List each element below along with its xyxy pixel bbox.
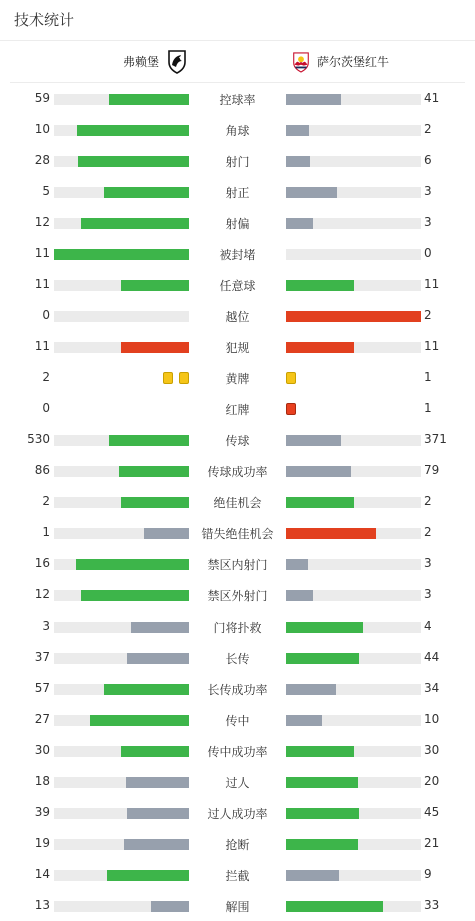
away-stat-value: 34 [424,680,440,695]
home-stat-value: 59 [34,91,50,105]
away-stat-value: 45 [424,804,440,819]
stat-row [0,83,475,114]
away-bar-fill [286,125,309,136]
home-bar-fill [144,528,189,539]
away-bar-track [286,280,421,291]
stat-row [0,331,475,362]
home-bar-fill [81,218,189,229]
away-stat-value: 10 [424,711,440,726]
stat-label: 传中 [225,713,250,728]
home-bar-track [54,218,189,229]
stat-row [0,766,475,797]
away-stat-value: 21 [424,835,440,850]
stats-list [0,83,475,921]
away-bar-fill [286,497,354,508]
away-bar-track [286,777,421,788]
stat-label: 禁区内射门 [207,558,268,573]
away-bar-fill [286,466,351,477]
stat-row [0,735,475,766]
home-stat-value: 11 [34,339,50,354]
stat-label: 长传成功率 [207,682,268,697]
away-bar-track [286,311,421,322]
away-bar-track [286,808,421,819]
away-bar-fill [286,156,310,167]
away-bar-track [286,187,421,198]
away-stat-value: 30 [424,742,440,757]
home-team[interactable] [123,41,187,82]
stat-row [0,269,475,300]
away-stat-value: 11 [424,339,440,354]
away-bar-fill [286,622,363,633]
home-stat-value: 11 [34,277,50,292]
stat-label: 抢断 [225,837,250,852]
away-stat-value: 20 [424,773,440,788]
away-stat-value: 3 [424,556,432,571]
stat-row [0,579,475,610]
stat-row [0,362,475,393]
away-stat-value: 371 [424,432,447,447]
stat-row [0,300,475,331]
away-bar-track [286,466,421,477]
home-stat-value: 13 [34,897,50,912]
away-bar-track [286,497,421,508]
away-bar-track [286,622,421,633]
home-bar-track [54,715,189,726]
home-stat-value: 18 [34,773,50,788]
home-stat-value: 2 [42,370,50,385]
home-bar-track [54,746,189,757]
home-stat-value: 11 [34,246,50,261]
stat-row [0,145,475,176]
stat-row [0,642,475,673]
stat-row [0,673,475,704]
away-bar-fill [286,777,358,788]
home-bar-fill [126,777,189,788]
stat-label: 传中成功率 [207,744,268,759]
away-bar-track [286,156,421,167]
stat-label: 控球率 [219,93,256,107]
away-stat-value: 6 [424,153,432,168]
away-stat-value: 3 [424,215,432,230]
home-bar-track [54,528,189,539]
home-bar-fill [119,466,189,477]
home-bar-fill [90,715,189,726]
away-bar-fill [286,746,354,757]
home-stat-value: 27 [34,711,50,726]
home-bar-fill [121,280,189,291]
away-stat-value: 2 [424,494,432,509]
away-stat-value: 1 [424,370,432,385]
home-stat-value: 10 [34,122,50,137]
home-bar-fill [121,342,189,353]
home-stat-value: 39 [34,804,50,819]
stat-row [0,890,475,921]
stat-row [0,704,475,735]
stat-label: 被封堵 [219,248,256,263]
home-bar-track [54,342,189,353]
away-bar-fill [286,435,341,446]
stat-label: 错失绝佳机会 [201,527,274,542]
away-team-name: 萨尔茨堡红牛 [317,55,390,69]
home-bar-fill [77,125,189,136]
home-bar-fill [107,870,189,881]
away-bar-track [286,746,421,757]
home-bar-fill [109,435,189,446]
home-team-name: 弗赖堡 [122,55,159,69]
away-bar-track [286,684,421,695]
away-bar-track [286,839,421,850]
away-stat-value: 0 [424,246,432,261]
home-stat-value: 30 [34,742,50,757]
away-bar-fill [286,808,359,819]
home-bar-track [54,466,189,477]
away-bar-fill [286,715,322,726]
home-bar-track [54,684,189,695]
away-bar-track [286,528,421,539]
home-bar-track [54,839,189,850]
away-bar-track [286,125,421,136]
away-stat-value: 1 [424,401,432,416]
stat-label: 黄牌 [225,372,250,387]
home-bar-track [54,777,189,788]
away-cards [286,372,296,384]
away-stat-value: 2 [424,122,432,137]
home-bar-track [54,125,189,136]
away-stat-value: 3 [424,587,432,602]
stat-label: 传球 [225,434,250,449]
away-bar-fill [286,590,313,601]
home-bar-fill [81,590,189,601]
stat-label: 长传 [225,651,250,666]
away-bar-fill [286,528,376,539]
home-bar-fill [76,559,189,570]
away-bar-fill [286,311,421,322]
stat-label: 任意球 [219,279,256,294]
stat-label: 角球 [225,124,250,139]
home-bar-track [54,622,189,633]
stat-label: 门将扑救 [213,620,262,635]
teams-header [10,41,465,83]
home-stat-value: 3 [42,618,50,633]
away-bar-fill [286,218,313,229]
away-bar-track [286,901,421,912]
away-team[interactable] [291,41,389,82]
stat-label: 绝佳机会 [213,496,262,511]
home-stat-value: 86 [34,463,50,478]
away-bar-fill [286,870,339,881]
home-stat-value: 12 [34,215,50,230]
home-stat-value: 1 [42,525,50,540]
away-bar-fill [286,280,354,291]
away-bar-track [286,218,421,229]
home-bar-track [54,249,189,260]
home-stat-value: 57 [34,680,50,695]
home-bar-track [54,435,189,446]
home-bar-fill [124,839,189,850]
away-bar-track [286,590,421,601]
away-bar-track [286,559,421,570]
away-bar-fill [286,653,359,664]
stat-label: 红牌 [225,403,250,418]
away-stat-value: 3 [424,184,432,199]
stat-row [0,797,475,828]
stat-label: 传球成功率 [207,465,268,480]
salzburg-logo-icon [291,50,311,74]
stat-row [0,114,475,145]
away-bar-track [286,94,421,105]
home-stat-value: 16 [34,556,50,571]
away-bar-track [286,870,421,881]
stat-label: 越位 [225,310,250,325]
stat-label: 射门 [225,155,250,170]
home-bar-track [54,280,189,291]
stat-label: 射正 [225,186,250,201]
home-stat-value: 530 [27,432,50,447]
home-bar-fill [109,94,189,105]
home-bar-track [54,559,189,570]
home-bar-track [54,187,189,198]
home-bar-fill [151,901,189,912]
stat-row [0,517,475,548]
yellow-card-icon [179,372,189,384]
home-bar-track [54,901,189,912]
stat-label: 禁区外射门 [207,589,268,604]
home-stat-value: 5 [42,184,50,199]
home-stat-value: 12 [34,587,50,602]
home-bar-fill [78,156,189,167]
away-stat-value: 2 [424,525,432,540]
page-title: 技术统计 [0,0,475,41]
home-bar-track [54,590,189,601]
home-bar-fill [127,808,189,819]
away-bar-fill [286,901,383,912]
away-bar-fill [286,342,354,353]
away-stat-value: 9 [424,866,432,881]
home-bar-track [54,311,189,322]
home-stat-value: 19 [34,835,50,850]
home-bar-fill [121,497,189,508]
away-stat-value: 2 [424,308,432,323]
away-bar-track [286,435,421,446]
away-bar-track [286,653,421,664]
stat-label: 过人成功率 [207,806,268,821]
away-stat-value: 79 [424,463,440,478]
away-stat-value: 11 [424,277,440,292]
home-bar-track [54,870,189,881]
home-bar-fill [131,622,189,633]
stat-row [0,207,475,238]
stat-row [0,238,475,269]
home-cards [163,372,189,384]
stat-row [0,486,475,517]
yellow-card-icon [286,372,296,384]
stat-row [0,455,475,486]
home-bar-track [54,653,189,664]
stat-row [0,424,475,455]
away-bar-fill [286,187,337,198]
away-bar-fill [286,839,358,850]
away-stat-value: 41 [424,91,440,105]
stat-row [0,828,475,859]
home-bar-track [54,94,189,105]
home-bar-fill [104,684,189,695]
away-stat-value: 44 [424,649,440,664]
stat-row [0,548,475,579]
away-bar-fill [286,94,341,105]
home-stat-value: 0 [42,308,50,323]
red-card-icon [286,403,296,415]
away-cards [286,403,296,415]
stat-row [0,176,475,207]
home-bar-fill [121,746,189,757]
home-bar-fill [54,249,189,260]
stat-label: 犯规 [225,341,250,356]
away-bar-fill [286,559,308,570]
home-stat-value: 28 [34,153,50,168]
stat-label: 解围 [225,899,250,914]
freiburg-logo-icon [167,50,187,74]
home-stat-value: 2 [42,494,50,509]
away-stat-value: 4 [424,618,432,633]
home-bar-fill [104,187,189,198]
stat-label: 过人 [225,775,250,790]
home-bar-track [54,497,189,508]
home-stat-value: 37 [34,649,50,664]
home-stat-value: 14 [34,866,50,881]
away-bar-fill [286,684,336,695]
away-bar-track [286,249,421,260]
stat-row [0,393,475,424]
away-stat-value: 33 [424,897,440,912]
home-bar-track [54,808,189,819]
away-bar-track [286,342,421,353]
home-bar-track [54,156,189,167]
stat-label: 拦截 [225,868,250,883]
home-stat-value: 0 [42,401,50,416]
stat-row [0,859,475,890]
stat-row [0,611,475,642]
yellow-card-icon [163,372,173,384]
stat-label: 射偏 [225,217,250,232]
home-bar-fill [127,653,189,664]
away-bar-track [286,715,421,726]
